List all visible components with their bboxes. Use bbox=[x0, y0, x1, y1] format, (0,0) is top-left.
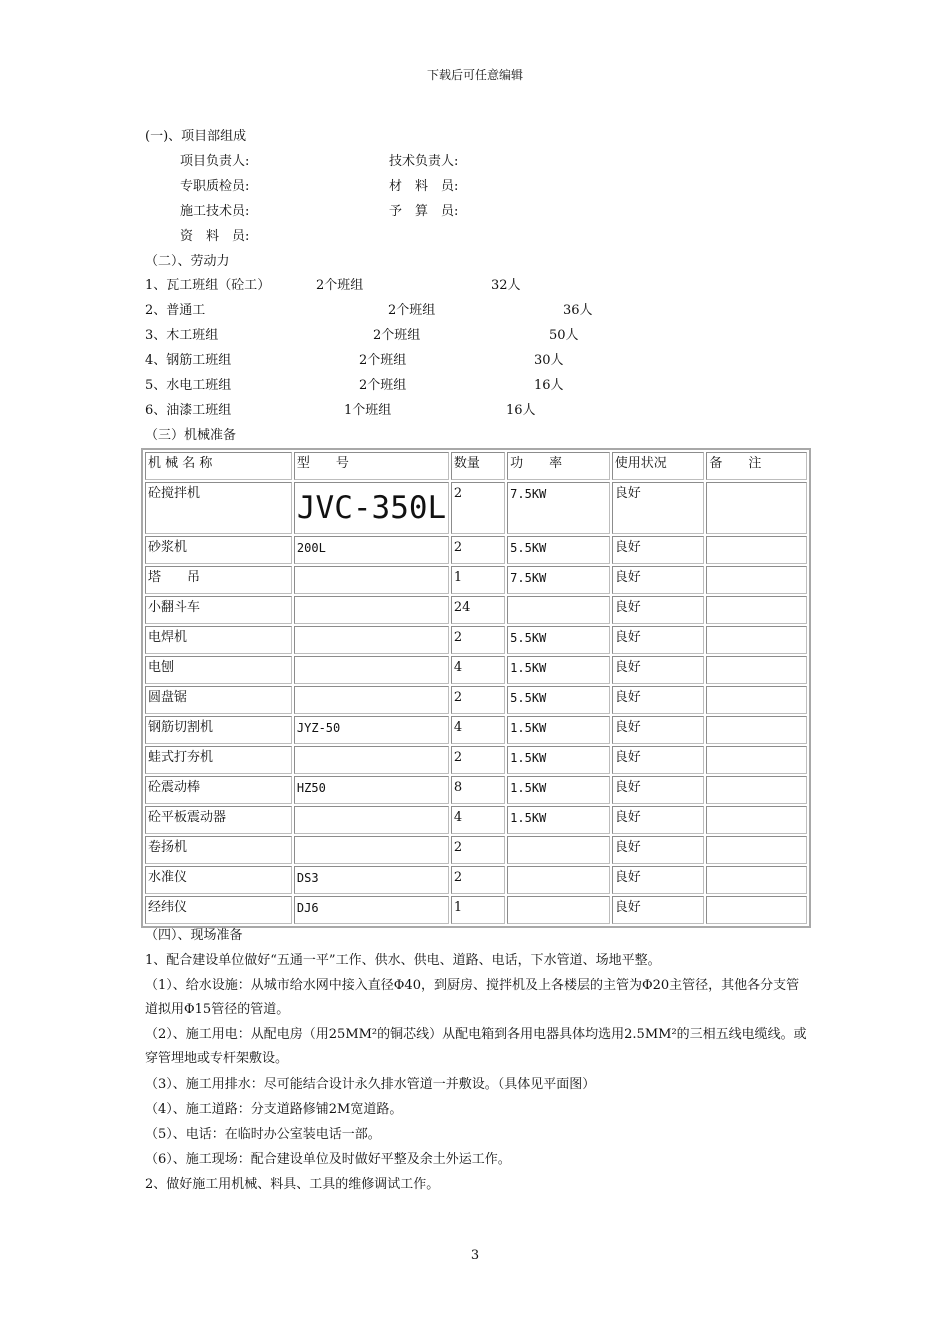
page-header: 下载后可任意编辑 bbox=[426, 68, 523, 82]
status-cell: 良好 bbox=[612, 566, 705, 594]
staff-qc-inspector: 专职质检员: bbox=[180, 179, 250, 194]
status-cell: 良好 bbox=[612, 656, 705, 684]
quantity-cell: 2 bbox=[451, 536, 505, 564]
model-cell bbox=[294, 626, 449, 654]
labor-item-people: 16人 bbox=[506, 403, 536, 418]
paragraph: （3）、施工用排水：尽可能结合设计永久排水管道一并敷设。（具体见平面图） bbox=[145, 1077, 596, 1092]
table-row bbox=[145, 596, 807, 624]
machinery-table bbox=[141, 448, 811, 928]
quantity-cell: 2 bbox=[451, 686, 505, 714]
status-cell: 良好 bbox=[612, 896, 705, 924]
power-cell: 7.5KW bbox=[507, 566, 610, 594]
header-cell-status: 使用状况 bbox=[612, 452, 705, 480]
model-cell: 200L bbox=[294, 536, 449, 564]
page-number: 3 bbox=[470, 1248, 480, 1263]
remarks-cell bbox=[706, 836, 807, 864]
remarks-cell bbox=[706, 656, 807, 684]
section-4-title: （四）、现场准备 bbox=[145, 928, 243, 943]
machine-name-cell: 塔 吊 bbox=[145, 566, 292, 594]
machine-name-cell: 砼搅拌机 bbox=[145, 482, 292, 534]
paragraph: （6）、施工现场：配合建设单位及时做好平整及余土外运工作。 bbox=[145, 1152, 511, 1167]
machine-name-cell: 蛙式打夯机 bbox=[145, 746, 292, 774]
remarks-cell bbox=[706, 776, 807, 804]
paragraph: （5）、电话：在临时办公室装电话一部。 bbox=[145, 1127, 381, 1142]
table-row bbox=[145, 836, 807, 864]
status-cell: 良好 bbox=[612, 836, 705, 864]
section-1-title: (一)、项目部组成 bbox=[145, 129, 247, 144]
model-cell bbox=[294, 596, 449, 624]
model-cell: JYZ-50 bbox=[294, 716, 449, 744]
quantity-cell: 2 bbox=[451, 482, 505, 534]
paragraph: 1、配合建设单位做好“五通一平”工作、供水、供电、道路、电话，下水管道、场地平整。 bbox=[145, 953, 661, 968]
model-cell: DJ6 bbox=[294, 896, 449, 924]
quantity-cell: 4 bbox=[451, 656, 505, 684]
remarks-cell bbox=[706, 536, 807, 564]
header-cell-model: 型 号 bbox=[294, 452, 449, 480]
status-cell: 良好 bbox=[612, 806, 705, 834]
quantity-cell: 2 bbox=[451, 626, 505, 654]
remarks-cell bbox=[706, 866, 807, 894]
status-cell: 良好 bbox=[612, 626, 705, 654]
model-cell: HZ50 bbox=[294, 776, 449, 804]
header-cell-name: 机 械 名 称 bbox=[145, 452, 292, 480]
power-cell: 1.5KW bbox=[507, 656, 610, 684]
labor-item-name: 3、木工班组 bbox=[145, 328, 219, 343]
staff-material-clerk: 材 料 员: bbox=[389, 179, 459, 194]
labor-item-name: 5、水电工班组 bbox=[145, 378, 232, 393]
status-cell: 良好 bbox=[612, 716, 705, 744]
remarks-cell bbox=[706, 806, 807, 834]
quantity-cell: 8 bbox=[451, 776, 505, 804]
remarks-cell bbox=[706, 896, 807, 924]
header-cell-remarks: 备 注 bbox=[706, 452, 807, 480]
staff-budget-clerk: 予 算 员: bbox=[389, 204, 459, 219]
table-row bbox=[145, 776, 807, 804]
power-cell: 7.5KW bbox=[507, 482, 610, 534]
machine-name-cell: 砂浆机 bbox=[145, 536, 292, 564]
quantity-cell: 1 bbox=[451, 896, 505, 924]
remarks-cell bbox=[706, 746, 807, 774]
labor-item-name: 1、瓦工班组（砼工） bbox=[145, 278, 271, 293]
labor-item-name: 2、普通工 bbox=[145, 303, 206, 318]
paragraph: （4）、施工道路：分支道路修铺2M宽道路。 bbox=[145, 1102, 403, 1117]
large-model-text: JVC-350L bbox=[296, 490, 447, 526]
labor-item-groups: 2个班组 bbox=[388, 303, 436, 318]
section-3-title: （三）机械准备 bbox=[145, 428, 237, 443]
quantity-cell: 2 bbox=[451, 746, 505, 774]
staff-tech-lead: 技术负责人: bbox=[389, 154, 459, 169]
remarks-cell bbox=[706, 686, 807, 714]
machine-name-cell: 卷扬机 bbox=[145, 836, 292, 864]
machine-name-cell: 水准仪 bbox=[145, 866, 292, 894]
table-row bbox=[145, 896, 807, 924]
machine-name-cell: 钢筋切割机 bbox=[145, 716, 292, 744]
quantity-cell: 2 bbox=[451, 866, 505, 894]
staff-technician: 施工技术员: bbox=[180, 204, 250, 219]
paragraph: 2、做好施工用机械、料具、工具的维修调试工作。 bbox=[145, 1177, 440, 1192]
model-cell bbox=[294, 836, 449, 864]
table-row bbox=[145, 536, 807, 564]
status-cell: 良好 bbox=[612, 686, 705, 714]
power-cell: 5.5KW bbox=[507, 686, 610, 714]
labor-item-people: 16人 bbox=[534, 378, 564, 393]
machine-name-cell: 圆盘锯 bbox=[145, 686, 292, 714]
remarks-cell bbox=[706, 716, 807, 744]
quantity-cell: 1 bbox=[451, 566, 505, 594]
table-row bbox=[145, 626, 807, 654]
table-row bbox=[145, 566, 807, 594]
status-cell: 良好 bbox=[612, 596, 705, 624]
machine-name-cell: 电刨 bbox=[145, 656, 292, 684]
labor-item-groups: 1个班组 bbox=[344, 403, 392, 418]
labor-item-people: 36人 bbox=[563, 303, 593, 318]
power-cell: 5.5KW bbox=[507, 536, 610, 564]
model-cell bbox=[294, 686, 449, 714]
machine-name-cell: 砼震动棒 bbox=[145, 776, 292, 804]
remarks-cell bbox=[706, 482, 807, 534]
table-row bbox=[145, 656, 807, 684]
labor-item-groups: 2个班组 bbox=[359, 353, 407, 368]
table-header-row bbox=[145, 452, 807, 480]
machine-name-cell: 经纬仪 bbox=[145, 896, 292, 924]
machine-name-cell: 电焊机 bbox=[145, 626, 292, 654]
machine-name-cell: 小翻斗车 bbox=[145, 596, 292, 624]
status-cell: 良好 bbox=[612, 482, 705, 534]
power-cell: 5.5KW bbox=[507, 626, 610, 654]
staff-document-clerk: 资 料 员: bbox=[180, 229, 250, 244]
paragraph: （1）、给水设施：从城市给水网中接入直径Φ40，到厨房、搅拌机及上各楼层的主管为Φ20主管径，其他各分支管道拟用Φ15管径的管道。 bbox=[145, 978, 800, 1017]
model-cell bbox=[294, 806, 449, 834]
staff-project-manager: 项目负责人: bbox=[180, 154, 250, 169]
power-cell bbox=[507, 596, 610, 624]
quantity-cell: 4 bbox=[451, 716, 505, 744]
quantity-cell: 4 bbox=[451, 806, 505, 834]
power-cell bbox=[507, 866, 610, 894]
model-cell bbox=[294, 656, 449, 684]
header-cell-qty: 数量 bbox=[451, 452, 505, 480]
labor-item-groups: 2个班组 bbox=[373, 328, 421, 343]
labor-item-groups: 2个班组 bbox=[359, 378, 407, 393]
quantity-cell: 2 bbox=[451, 836, 505, 864]
labor-item-people: 30人 bbox=[534, 353, 564, 368]
table-row bbox=[145, 482, 807, 534]
status-cell: 良好 bbox=[612, 536, 705, 564]
status-cell: 良好 bbox=[612, 866, 705, 894]
model-cell bbox=[294, 482, 449, 534]
section-2-title: （二）、劳动力 bbox=[145, 254, 230, 269]
model-cell bbox=[294, 566, 449, 594]
remarks-cell bbox=[706, 566, 807, 594]
status-cell: 良好 bbox=[612, 776, 705, 804]
labor-item-groups: 2个班组 bbox=[316, 278, 364, 293]
power-cell: 1.5KW bbox=[507, 716, 610, 744]
power-cell: 1.5KW bbox=[507, 776, 610, 804]
quantity-cell: 24 bbox=[451, 596, 505, 624]
model-cell bbox=[294, 746, 449, 774]
remarks-cell bbox=[706, 626, 807, 654]
table-row bbox=[145, 806, 807, 834]
header-cell-power: 功 率 bbox=[507, 452, 610, 480]
labor-item-people: 32人 bbox=[491, 278, 521, 293]
status-cell: 良好 bbox=[612, 746, 705, 774]
table-row bbox=[145, 716, 807, 744]
table-row bbox=[145, 866, 807, 894]
model-cell: DS3 bbox=[294, 866, 449, 894]
power-cell: 1.5KW bbox=[507, 746, 610, 774]
table-row bbox=[145, 686, 807, 714]
labor-item-name: 4、钢筋工班组 bbox=[145, 353, 232, 368]
labor-item-people: 50人 bbox=[549, 328, 579, 343]
power-cell: 1.5KW bbox=[507, 806, 610, 834]
paragraph: （2）、施工用电：从配电房（用25MM²的铜芯线）从配电箱到各用电器具体均选用2.5MM²的三相五线电缆线。或穿管埋地或专杆架敷设。 bbox=[145, 1027, 807, 1066]
power-cell bbox=[507, 836, 610, 864]
remarks-cell bbox=[706, 596, 807, 624]
machine-name-cell: 砼平板震动器 bbox=[145, 806, 292, 834]
labor-item-name: 6、油漆工班组 bbox=[145, 403, 232, 418]
power-cell bbox=[507, 896, 610, 924]
table-row bbox=[145, 746, 807, 774]
